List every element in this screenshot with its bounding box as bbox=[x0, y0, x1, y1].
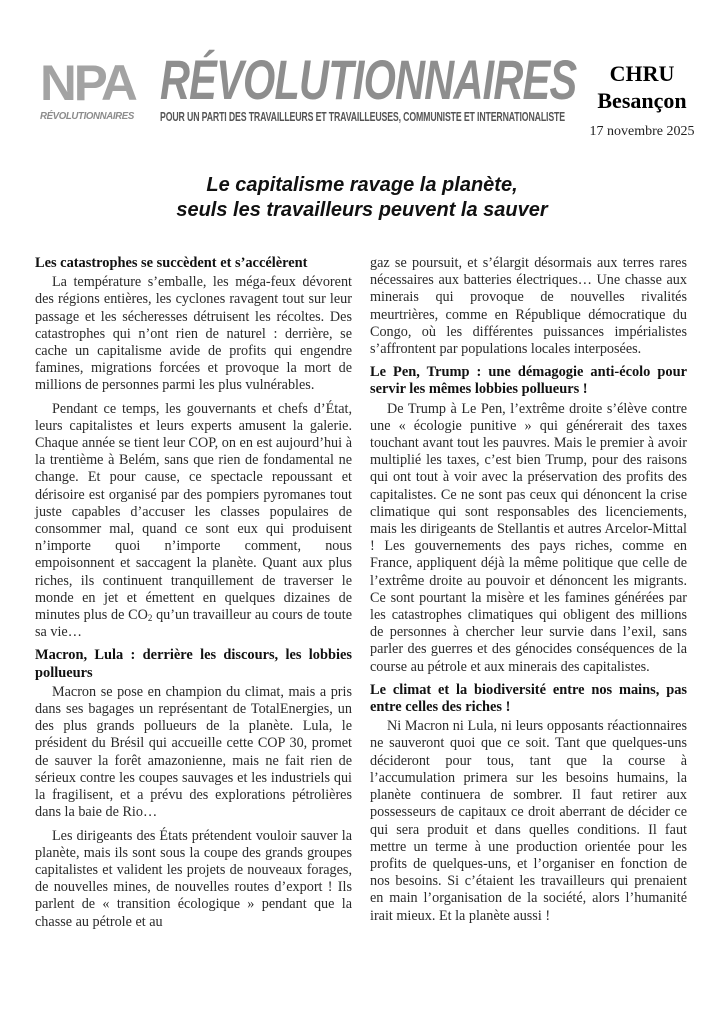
site-name-line1: CHRU bbox=[609, 61, 675, 86]
paragraph bbox=[35, 401, 352, 642]
paragraph: De Trump à Le Pen, l’extrême droite s’élève contre une « écologie punitive » qui générerait des taxes touchant avant tout les pauvres. Mais le premier à avoir multiplié les taxes, c’est bien Trump, pour des raisons qui ont tout à voir avec la préservation des profits des capitalistes. Ce ne sont pas ceux qui dénoncent la crise climatique qui sont responsables des licenciements, mais les dirigeants de Stellantis et autres Arcelor-Mittal ! Les gouvernements des pays riches, comme en France, appliquent déjà la même politique que celle de l’extrême droite au pouvoir et dénoncent les migrants. Ce sont pourtant la misère et les famines générées par les catastrophes climatiques qui obligent des millions de personnes à chercher leur survie dans l’exil, sans parler des guerres et des génocides conséquences de la course au pétrole et aux minerais des capitalistes. bbox=[370, 400, 687, 675]
paragraph-continued: gaz se poursuit, et s’élargit désormais aux terres rares nécessaires aux batteries électriques… Une chasse aux minerais qui provoque de nouvelles rivalités meurtrières, comme en République démocratique du Congo, où les différentes puissances impérialistes s’affrontent par populations locales interposées. bbox=[370, 255, 687, 358]
section-heading: Les catastrophes se succèdent et s’accélèrent bbox=[35, 255, 308, 271]
main-title-line1: Le capitalisme ravage la planète, bbox=[206, 174, 518, 196]
issue-date: 17 novembre 2025 bbox=[589, 124, 695, 139]
paragraph-text: qu’un travailleur au cours de toute sa vie… bbox=[35, 607, 352, 641]
section-heading: Macron, Lula : derrière les discours, les lobbies pollueurs bbox=[35, 647, 352, 681]
paragraph-text: Pendant ce temps, les gouvernants et chefs d’État, leurs capitalistes et leurs experts amusent la galerie. Chaque année se tient leur COP, on en est aujourd’hui à la trentième à Belém, sans que rien de fondamental ne change. Et pour cause, ce spectacle repoussant et dérisoire est organisé par des pompiers pyromanes tout juste capables d’accuser les classes populaires de consommer mal, quand ce sont eux qui produisent n’importe quoi n’importe comment, nous empoisonnent et saccagent la planète. Quant aux plus riches, ils continuent tranquillement de traverser le monde en jet et émettent en quelques dizaines de minutes plus de CO bbox=[35, 400, 352, 624]
paragraph: Ni Macron ni Lula, ni leurs opposants réactionnaires ne sauveront quoi que ce soit. Tant que quelques-uns décideront pour tous, tant que la course à l’accumulation primera sur les besoins humains, la planète continuera de sombrer. Il faut retirer aux possesseurs de capitaux ce droit aberrant de décider ce qui sera produit et dans quelles conditions. Il faut mettre un terme à une production orientée pour les profits de quelques-uns, et l’organiser en fonction de nos besoins. Si c’étaient les travailleurs qui prenaient en main l’organisation de la société, alors l’humanité irait mieux. Et la planète aussi ! bbox=[370, 718, 687, 924]
section-heading: Le climat et la biodiversité entre nos mains, pas entre celles des riches ! bbox=[370, 681, 687, 716]
subscript: 2 bbox=[147, 613, 153, 624]
masthead-tagline: POUR UN PARTI DES TRAVAILLEURS ET TRAVAILLEUSES, COMMUNISTE ET INTERNATIONALISTE bbox=[160, 110, 565, 124]
masthead-title: RÉVOLUTIONNAIRES bbox=[160, 48, 577, 111]
column-left bbox=[35, 255, 352, 937]
main-title-line2: seuls les travailleurs peuvent la sauver bbox=[176, 199, 548, 221]
paragraph: Macron se pose en champion du climat, mais a pris dans ses bagages un représentant de TotalEnergies, un des plus grands pollueurs de la planète. Lula, le président du Brésil qui accueille cette COP 30, promet de sauver la forêt amazonienne, mais ne fait rien de sérieux contre les coupes sauvages et les industriels qui la fragilisent, et a prévu des explorations pétrolières dans la baie de Rio… bbox=[35, 683, 352, 821]
npa-logo-subtitle: RÉVOLUTIONNAIRES bbox=[40, 110, 134, 122]
paragraph: Les dirigeants des États prétendent vouloir sauver la planète, mais ils sont sous la coupe des grands groupes capitalistes et valident les projets de nouveaux forages, de nouvelles mines, de nouvelles routes d’export ! Ils parlent de « transition écologique » pendant que la chasse au pétrole et au bbox=[35, 827, 352, 930]
npa-logo bbox=[40, 55, 152, 122]
column-right bbox=[370, 255, 687, 931]
section-heading: Le Pen, Trump : une démagogie anti-écolo pour servir les mêmes lobbies pollueurs ! bbox=[370, 364, 687, 398]
site-name-line2: Besançon bbox=[597, 88, 687, 113]
site-block bbox=[578, 60, 706, 140]
npa-logo-letters: NPA bbox=[40, 55, 135, 111]
revolutionnaires-masthead bbox=[160, 48, 577, 124]
paragraph: La température s’emballe, les méga-feux dévorent des régions entières, les cyclones ravagent tout sur leur passage et les sécheresses détruisent les récoltes. Des catastrophes qui n’ont rien de naturel : derrière, se cache un capitalisme avide de profits qui engendre famines, migrations forcées et provoque la mort de millions de personnes parmi les plus vulnérables. bbox=[35, 274, 352, 394]
main-title bbox=[0, 173, 724, 223]
